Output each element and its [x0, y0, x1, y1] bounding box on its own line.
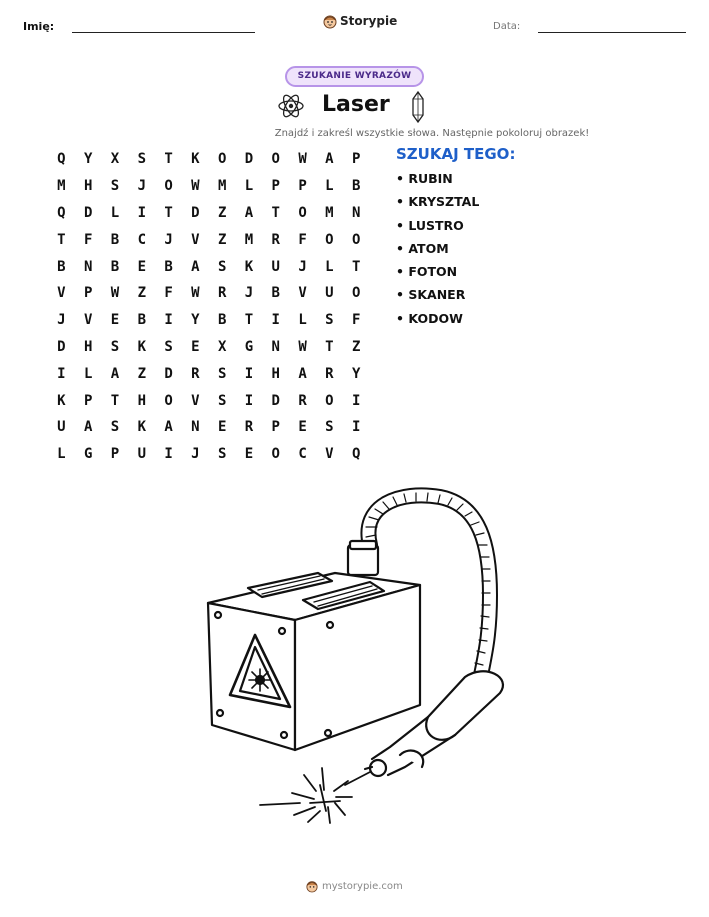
grid-letter[interactable]: O: [164, 392, 173, 409]
grid-letter[interactable]: K: [57, 392, 66, 409]
grid-letter[interactable]: R: [217, 285, 227, 302]
grid-letter[interactable]: T: [110, 392, 120, 409]
footer-url[interactable]: mystorypie.com: [322, 880, 403, 892]
grid-letter[interactable]: Z: [217, 231, 227, 248]
grid-letter[interactable]: I: [271, 312, 280, 329]
word-list-item: • RUBIN: [396, 171, 453, 186]
grid-letter[interactable]: O: [351, 231, 361, 248]
grid-letter[interactable]: J: [137, 178, 146, 195]
grid-letter[interactable]: Q: [351, 446, 361, 463]
grid-letter[interactable]: F: [83, 231, 93, 248]
grid-letter[interactable]: I: [164, 312, 173, 329]
grid-letter[interactable]: T: [164, 151, 173, 168]
grid-letter[interactable]: L: [110, 204, 120, 221]
grid-letter[interactable]: D: [244, 151, 254, 168]
grid-letter[interactable]: V: [191, 231, 200, 248]
grid-letter[interactable]: O: [217, 151, 227, 168]
grid-letter[interactable]: D: [271, 392, 280, 409]
grid-letter[interactable]: P: [83, 392, 93, 409]
word-list-title: SZUKAJ TEGO:: [396, 145, 516, 163]
grid-letter[interactable]: A: [110, 365, 120, 382]
grid-letter[interactable]: T: [244, 312, 254, 329]
grid-letter[interactable]: S: [217, 392, 227, 409]
grid-letter[interactable]: X: [217, 338, 227, 355]
grid-letter[interactable]: U: [57, 419, 66, 436]
grid-letter[interactable]: I: [244, 365, 254, 382]
grid-row: [48, 253, 370, 280]
grid-letter[interactable]: N: [83, 258, 93, 275]
grid-letter[interactable]: J: [298, 258, 307, 275]
grid-letter[interactable]: I: [164, 446, 173, 463]
grid-letter[interactable]: W: [110, 285, 120, 302]
grid-letter[interactable]: T: [164, 204, 173, 221]
grid-letter[interactable]: L: [325, 178, 334, 195]
grid-letter[interactable]: N: [191, 419, 200, 436]
grid-letter[interactable]: L: [244, 178, 254, 195]
page-title: Laser: [322, 92, 390, 117]
grid-letter[interactable]: E: [110, 312, 120, 329]
activity-badge: SZUKANIE WYRAZÓW: [285, 66, 424, 87]
grid-letter[interactable]: K: [244, 258, 254, 275]
grid-letter[interactable]: R: [271, 231, 280, 248]
grid-letter[interactable]: H: [83, 178, 93, 195]
grid-letter[interactable]: C: [137, 231, 146, 248]
grid-letter[interactable]: O: [164, 178, 173, 195]
grid-letter[interactable]: K: [137, 419, 146, 436]
word-list-item: • SKANER: [396, 287, 466, 303]
grid-letter[interactable]: F: [298, 231, 307, 248]
grid-letter[interactable]: Q: [57, 204, 66, 221]
grid-letter[interactable]: A: [325, 151, 334, 168]
name-label: Imię:: [23, 20, 55, 33]
grid-letter[interactable]: A: [298, 365, 307, 382]
word-list-item: • KRYSZTAL: [396, 194, 480, 210]
word-list-item: • KODOW: [396, 310, 463, 326]
grid-letter[interactable]: O: [351, 285, 361, 302]
grid-letter[interactable]: F: [164, 285, 173, 302]
atom-icon: [277, 91, 305, 121]
grid-letter[interactable]: W: [298, 151, 307, 168]
grid-letter[interactable]: D: [191, 204, 200, 221]
grid-letter[interactable]: J: [57, 312, 66, 329]
grid-row: [48, 441, 370, 468]
grid-letter[interactable]: B: [164, 258, 173, 275]
grid-letter[interactable]: P: [298, 178, 307, 195]
grid-letter[interactable]: P: [271, 419, 280, 436]
grid-letter[interactable]: M: [217, 178, 227, 195]
date-line[interactable]: [538, 32, 686, 33]
grid-letter[interactable]: P: [83, 285, 93, 302]
grid-letter[interactable]: L: [57, 446, 66, 463]
grid-letter[interactable]: V: [83, 312, 93, 329]
grid-letter[interactable]: S: [137, 151, 146, 168]
word-list-item: • LUSTRO: [396, 217, 464, 233]
grid-row: [48, 173, 370, 200]
grid-letter[interactable]: O: [271, 151, 280, 168]
grid-letter[interactable]: E: [191, 338, 200, 355]
crystal-icon: [411, 91, 425, 123]
grid-letter[interactable]: S: [110, 338, 120, 355]
word-list-item: • FOTON: [396, 264, 458, 280]
grid-letter[interactable]: V: [57, 285, 66, 302]
grid-letter[interactable]: I: [351, 419, 361, 436]
grid-letter[interactable]: W: [191, 178, 200, 195]
grid-letter[interactable]: W: [298, 338, 307, 355]
grid-letter[interactable]: R: [298, 392, 307, 409]
grid-letter[interactable]: R: [191, 365, 200, 382]
grid-letter[interactable]: X: [110, 151, 120, 168]
grid-letter[interactable]: E: [137, 258, 146, 275]
pie-mascot-icon: [306, 879, 318, 893]
grid-letter[interactable]: K: [137, 338, 146, 355]
grid-row: [48, 414, 370, 441]
grid-letter[interactable]: I: [244, 392, 254, 409]
grid-letter[interactable]: Y: [351, 365, 361, 382]
grid-letter[interactable]: U: [271, 258, 280, 275]
grid-letter[interactable]: T: [57, 231, 66, 248]
grid-letter[interactable]: S: [217, 365, 227, 382]
grid-letter[interactable]: J: [164, 231, 173, 248]
grid-letter[interactable]: L: [83, 365, 93, 382]
grid-letter[interactable]: T: [351, 258, 361, 275]
grid-row: [48, 200, 370, 227]
grid-letter[interactable]: V: [298, 285, 307, 302]
grid-letter[interactable]: D: [57, 338, 66, 355]
grid-letter[interactable]: D: [164, 365, 173, 382]
grid-letter[interactable]: N: [351, 204, 361, 221]
grid-row: [48, 226, 370, 253]
name-line[interactable]: [72, 32, 255, 33]
grid-letter[interactable]: E: [244, 446, 254, 463]
grid-letter[interactable]: S: [217, 446, 227, 463]
grid-letter[interactable]: B: [351, 178, 361, 195]
grid-letter[interactable]: E: [217, 419, 227, 436]
grid-letter[interactable]: B: [137, 312, 146, 329]
grid-letter[interactable]: C: [298, 446, 307, 463]
grid-letter[interactable]: L: [298, 312, 307, 329]
grid-letter[interactable]: Z: [137, 285, 146, 302]
grid-letter[interactable]: U: [137, 446, 146, 463]
grid-letter[interactable]: I: [137, 204, 146, 221]
grid-letter[interactable]: S: [164, 338, 173, 355]
grid-letter[interactable]: D: [83, 204, 93, 221]
grid-letter[interactable]: A: [191, 258, 200, 275]
brand-logo: [323, 13, 397, 29]
footer: [306, 879, 403, 893]
grid-letter[interactable]: Q: [57, 151, 66, 168]
grid-letter[interactable]: H: [271, 365, 280, 382]
grid-letter[interactable]: E: [298, 419, 307, 436]
grid-letter[interactable]: N: [271, 338, 280, 355]
grid-row: [48, 280, 370, 307]
grid-row: [48, 146, 370, 173]
grid-letter[interactable]: S: [217, 258, 227, 275]
grid-letter[interactable]: A: [244, 204, 254, 221]
grid-letter[interactable]: Z: [351, 338, 361, 355]
grid-letter[interactable]: G: [244, 338, 254, 355]
grid-letter[interactable]: O: [325, 392, 334, 409]
grid-letter[interactable]: R: [325, 365, 334, 382]
grid-letter[interactable]: O: [325, 231, 334, 248]
grid-letter[interactable]: B: [57, 258, 66, 275]
grid-letter[interactable]: Z: [217, 204, 227, 221]
word-search-grid: [48, 146, 370, 468]
grid-letter[interactable]: T: [271, 204, 280, 221]
grid-letter[interactable]: G: [83, 446, 93, 463]
laser-device-illustration: [200, 485, 520, 825]
grid-letter[interactable]: Z: [137, 365, 146, 382]
grid-letter[interactable]: P: [271, 178, 280, 195]
grid-letter[interactable]: W: [191, 285, 200, 302]
grid-letter[interactable]: J: [191, 446, 200, 463]
grid-letter[interactable]: I: [351, 392, 361, 409]
grid-letter[interactable]: J: [244, 285, 254, 302]
grid-letter[interactable]: L: [325, 258, 334, 275]
grid-letter[interactable]: I: [57, 365, 66, 382]
grid-row: [48, 360, 370, 387]
grid-letter[interactable]: F: [351, 312, 361, 329]
grid-row: [48, 387, 370, 414]
grid-letter[interactable]: Y: [191, 312, 200, 329]
grid-letter[interactable]: B: [110, 258, 120, 275]
grid-letter[interactable]: M: [325, 204, 334, 221]
grid-letter[interactable]: R: [244, 419, 254, 436]
grid-letter[interactable]: Y: [83, 151, 93, 168]
brand-name: Storypie: [340, 14, 398, 28]
grid-letter[interactable]: S: [325, 419, 334, 436]
grid-letter[interactable]: K: [191, 151, 200, 168]
grid-letter[interactable]: B: [110, 231, 120, 248]
word-list-item: • ATOM: [396, 240, 449, 256]
grid-letter[interactable]: S: [110, 178, 120, 195]
grid-letter[interactable]: M: [57, 178, 66, 195]
grid-letter[interactable]: A: [83, 419, 93, 436]
grid-letter[interactable]: P: [110, 446, 120, 463]
grid-letter[interactable]: S: [110, 419, 120, 436]
grid-row: [48, 334, 370, 361]
grid-letter[interactable]: H: [83, 338, 93, 355]
grid-letter[interactable]: U: [325, 285, 334, 302]
pie-mascot-icon: [323, 13, 337, 29]
grid-row: [48, 307, 370, 334]
grid-letter[interactable]: H: [137, 392, 146, 409]
date-label: Data:: [493, 21, 521, 32]
grid-letter[interactable]: B: [217, 312, 227, 329]
grid-letter[interactable]: O: [271, 446, 280, 463]
word-list: [396, 171, 479, 334]
grid-letter[interactable]: M: [244, 231, 254, 248]
grid-letter[interactable]: T: [325, 338, 334, 355]
grid-letter[interactable]: S: [325, 312, 334, 329]
grid-letter[interactable]: A: [164, 419, 173, 436]
grid-letter[interactable]: P: [351, 151, 361, 168]
grid-letter[interactable]: V: [191, 392, 200, 409]
grid-letter[interactable]: B: [271, 285, 280, 302]
instructions: Znajdź i zakreśl wszystkie słowa. Następnie pokoloruj obrazek!: [274, 128, 590, 139]
grid-letter[interactable]: O: [298, 204, 307, 221]
grid-letter[interactable]: V: [325, 446, 334, 463]
